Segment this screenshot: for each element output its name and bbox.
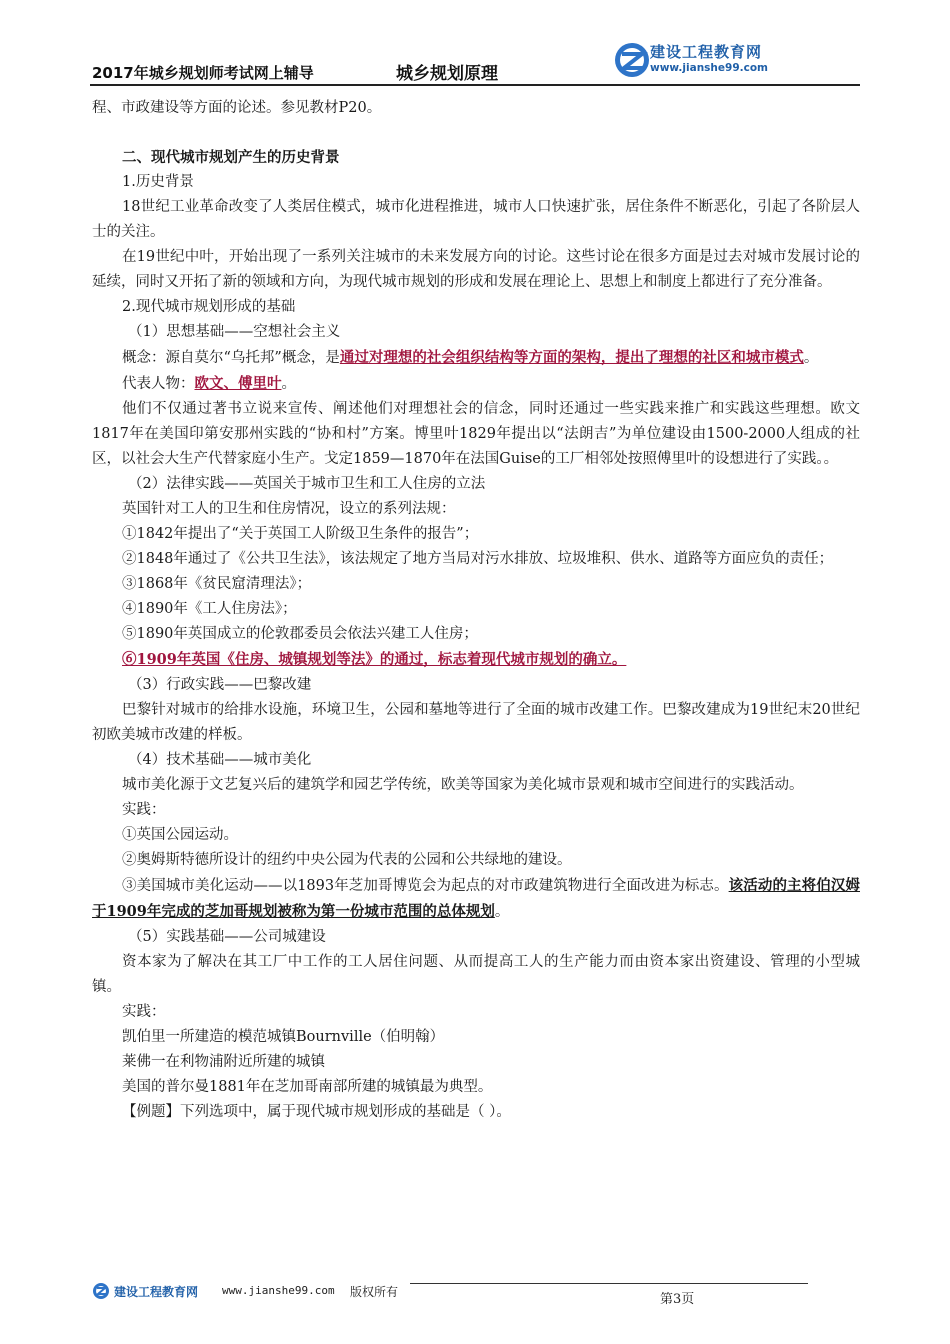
list-item-highlighted (92, 647, 860, 673)
footer-rights: 版权所有 (350, 1285, 399, 1299)
list-item: ①1842年提出了“关于英国工人阶级卫生条件的报告”； (122, 526, 479, 542)
page-number: 第3页 (660, 1292, 695, 1307)
footer-divider (410, 1283, 808, 1284)
paragraph: 资本家为了解决在其工厂中工作的工人居住问题、从而提高工人的生产能力而由资本家出资建设、管理的小型城镇。 (92, 954, 860, 995)
list-item: 美国的普尔曼1881年在芝加哥南部所建的城镇最为典型。 (122, 1079, 493, 1095)
subsection-title: 2.现代城市规划形成的基础 (122, 299, 296, 315)
footer-logo-icon (92, 1282, 112, 1300)
paragraph: 巴黎针对城市的给排水设施，环境卫生，公园和墓地等进行了全面的城市改建工作。巴黎改建成为19世纪末20世纪初欧美城市改建的样板。 (92, 702, 860, 743)
concept-paragraph (92, 345, 860, 371)
list-item: ①英国公园运动。 (122, 827, 238, 843)
basis-heading: （5）实践基础——公司城建设 (128, 929, 326, 945)
course-title: 2017年城乡规划师考试网上辅导 (92, 64, 314, 82)
paragraph: 在19世纪中叶，开始出现了一系列关注城市的未来发展方向的讨论。这些讨论在很多方面是过去对城市发展讨论的延续，同时又开拓了新的领域和方向，为现代城市规划的形成和发展在理论上、思想上和制度上都进行了充分准备。 (92, 249, 860, 290)
paragraph: 程、市政建设等方面的论述。参见教材P20。 (92, 100, 382, 116)
basis-heading: （2）法律实践——英国关于城市卫生和工人住房的立法 (128, 476, 486, 492)
basis-heading: （4）技术基础——城市美化 (128, 752, 312, 768)
paragraph: 18世纪工业革命改变了人类居住模式，城市化进程推进，城市人口快速扩张，居住条件不断恶化，引起了各阶层人士的关注。 (92, 199, 860, 240)
list-item: 凯伯里一所建造的模范城镇Bournville（伯明翰） (122, 1029, 445, 1045)
practice-label: 实践： (122, 802, 166, 818)
spacer (92, 121, 860, 145)
basis-heading: （1）思想基础——空想社会主义 (128, 324, 341, 340)
logo-url: www.jianshe99.com (650, 62, 769, 74)
list-item: ④1890年《工人住房法》； (122, 601, 297, 617)
representatives-paragraph (92, 371, 860, 397)
document-body (92, 96, 860, 1125)
text-run: 代表人物： (122, 376, 195, 392)
footer-url: www.jianshe99.com (222, 1284, 335, 1297)
text-run: 。 (803, 350, 819, 366)
basis-heading: （3）行政实践——巴黎改建 (128, 677, 312, 693)
highlighted-text: 欧文、傅里叶 (194, 375, 282, 392)
highlighted-text: ⑥1909年英国《住房、城镇规划等法》的通过，标志着现代城市规划的确立。 (122, 651, 627, 668)
section-heading: 二、现代城市规划产生的历史背景 (122, 149, 340, 166)
practice-label: 实践： (122, 1004, 166, 1020)
text-run: 。 (281, 376, 296, 392)
subject-title: 城乡规划原理 (396, 64, 498, 84)
underlined-text: 该活动的主将伯汉姆于1909年完成的芝加哥规划被称为第一份城市范围的总体规划 (92, 877, 860, 920)
subsection-title: 1.历史背景 (122, 174, 194, 190)
highlighted-text: 通过对理想的社会组织结构等方面的架构，提出了理想的社区和城市模式 (339, 349, 804, 366)
header-divider (90, 84, 860, 86)
logo-brand-name: 建设工程教育网 (650, 43, 763, 61)
paragraph: 英国针对工人的卫生和住房情况，设立的系列法规： (122, 501, 456, 517)
footer-brand: 建设工程教育网 (114, 1285, 199, 1299)
list-item: ⑤1890年英国成立的伦敦郡委员会依法兴建工人住房； (122, 626, 478, 642)
list-item: ③1868年《贫民窟清理法》； (122, 576, 312, 592)
list-item: 莱佛一在利物浦附近所建的城镇 (122, 1054, 325, 1070)
list-item (92, 873, 860, 925)
text-run: ③美国城市美化运动——以1893年芝加哥博览会为起点的对市政建筑物进行全面改进为标志。 (122, 878, 729, 894)
paragraph: 他们不仅通过著书立说来宣传、阐述他们对理想社会的信念，同时还通过一些实践来推广和实践这些理想。欧文1817年在美国印第安那州实践的“协和村”方案。博里叶1829年提出以“法朗吉”为单位建设由1500-2000人组成的社区，以社会大生产代替家庭小生产。戈定1859—1870年在法国Guise的工厂相邻处按照傅里叶的设想进行了实践。。 (92, 401, 860, 467)
list-item: ②1848年通过了《公共卫生法》，该法规定了地方当局对污水排放、垃圾堆积、供水、道路等方面应负的责任； (122, 551, 834, 567)
text-run: 。 (494, 904, 510, 920)
paragraph: 城市美化源于文艺复兴后的建筑学和园艺学传统，欧美等国家为美化城市景观和城市空间进行的实践活动。 (122, 777, 804, 793)
example-question: 【例题】下列选项中，属于现代城市规划形成的基础是（ ）。 (122, 1104, 511, 1120)
list-item: ②奥姆斯特德所设计的纽约中央公园为代表的公园和公共绿地的建设。 (122, 852, 572, 868)
text-run: 概念：源自莫尔“乌托邦”概念，是 (122, 350, 340, 366)
